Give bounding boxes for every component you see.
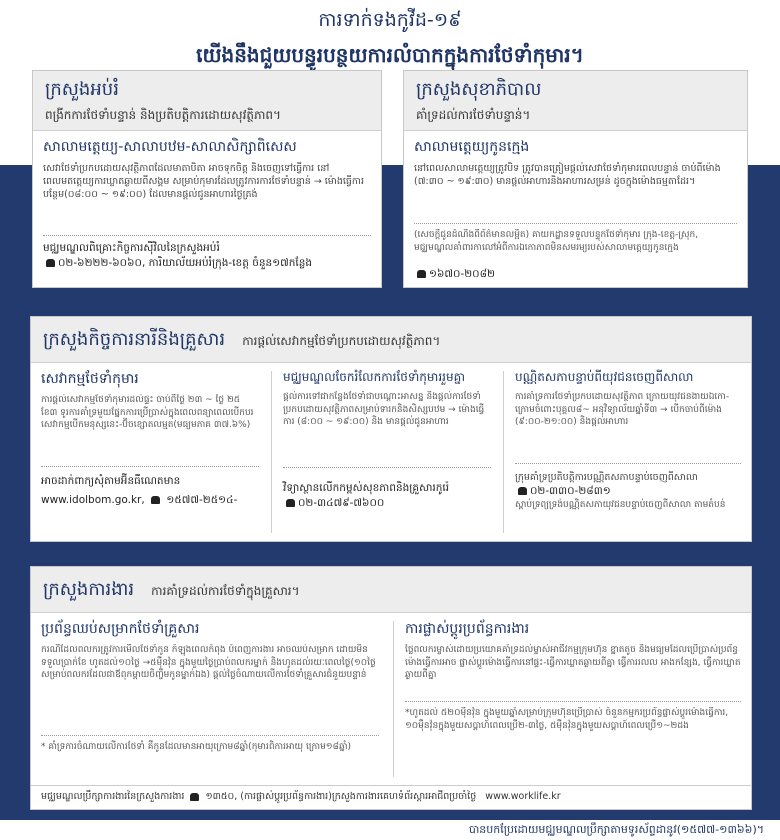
youth-phone: ០២-៣៣០-២៨៣១ [530, 485, 611, 497]
column-divider [503, 371, 504, 533]
labor-col-leave [31, 613, 389, 785]
health-section-text: នៅពេលសាលាមត្តេយ្យត្រូវបិទ ត្រូវបានត្រៀមផ្តល់សេវាថែទាំកុមារពេលបន្ទាន់ ចាប់ពីម៉ោង (៧:៣០ ~ ១៩:៣០) មានផ្តល់អាហារនិងអាហារសម្រន់ ដូចក្នុងម៉ោងធម្មតាដែរ។ [414, 163, 721, 187]
education-contact-line2: ០២-៦២២២-៦០៦០, ការិយាល័យអប់រំក្រុង-ខេត្ត ចំនួន១៧កន្លែង [58, 257, 313, 269]
labor-bottom-text: មជ្ឈមណ្ឌលប្រឹក្សាការងារនៃក្រសួងការងារ [41, 791, 185, 802]
health-card [403, 70, 748, 288]
leave-text: ករណីដែលពលករត្រូវការមើលថែទាំកូន កំឡុងពេលកំពុង បំពេញការងារ អាចឈប់សម្រាក ដោយមិនទទួលប្រាក់ខែ ហូតដល់១០ថ្ងៃ →៥ម៉ឺនវ៉ុន ក្នុងមួយថ្ងៃប្រាប់ពលករម្នាក់ និងហូតដល់រយៈពេលថ្ងៃ(១០ថ្ងៃសម្រាប់ពលករដែលជាឪពុកម្តាយចិញ្ចឹមកូនម្នាក់ឯង) ផ្តល់ថ្លៃចំណាយលើការថែទាំគ្រួសារជំនួយបន្ទាន់ [41, 645, 376, 680]
divider [43, 235, 371, 236]
health-phone-wrap [414, 267, 737, 282]
gender-title: ក្រសួងកិច្ចការនារីនិងគ្រួសារ [43, 329, 226, 350]
divider [283, 467, 491, 468]
labor-card-header [31, 567, 751, 613]
labor-bottom-phone: ១៣៥០, (ការផ្លាស់ប្តូរប្រព័ន្ធការងារ)ក្រសួងការងារគេហទំព័រស្តារអាជីពប្រចាំថ្ងៃ [205, 791, 477, 802]
sharing-phone-wrap [283, 496, 491, 511]
phone-icon [417, 270, 426, 278]
sharing-text: ផ្តល់ការទៅជាកន្លែងថែទាំជាបណ្តោះអាសន្ន និងផ្តល់ការថែទាំប្រកបដោយសុវត្ថិភាពសម្រាប់ទារកនិងសិស្សបឋម → ម៉ោងធ្វើការ (៨:០០ ~ ១៩:០០) និង មានផ្តល់ជូនអាហារ [283, 392, 485, 427]
divider [41, 466, 259, 467]
childcare-text: ការផ្តល់សេវាកម្មថែទាំកុមារដល់ផ្ទះ ចាប់ពីថ្ងៃ ២៣ ~ ថ្ងៃ ២៥ ខែ៣ ទូរការគាំទ្រមួយផ្នែកការប្រើប្រាស់ក្នុងពេលពន្យាពេលបើកបរសេវាកម្មបើកមនុស្សនេះ-ប៊ីចខ្សោតលម្មត(មធ្យមភាគ ៣៧.៦%) [41, 395, 254, 430]
education-section-text: សេវាថែទាំប្រកបដោយសុវត្ថិភាពដែលមាតាបិតា អាចទុកចិត្ត និងចេញទៅធ្វើការ នៅពេលមតត្តេយ្យការឃ្លាតឆ្ងាយពីសង្គម សម្រាប់កុមារដែលត្រូវការការថែទាំបន្ទាន់ → ម៉ោងធ្វើការ បន្ថែម(០៨:០០ ~ ១៩:០០) ដែលមានផ្តល់ជូនអាហារថ្ងៃត្រង់ [43, 163, 364, 200]
youth-title: បណ្ណិតសភាបន្ទាប់ពីយុវជនចេញពីសាលា [515, 370, 694, 384]
labor-website-link[interactable]: www.worklife.kr [485, 791, 561, 802]
education-contact-line2-wrap [43, 256, 371, 271]
gender-card-header [31, 317, 751, 363]
health-note-text: (សេចក្តីជូនដំណឹងពីព័ត៌មានលម្អិត) គាយកដ្ឋានទទួលបន្ទុកថែទាំកុមារ ក្រុង-ខេត្ត-ស្រុក, មជ្ឈមណ្ឌលគាំពារកាលៅអំពីការឯកោភាពមិនសមរម្យរបស់សាលាមត្តេយ្យកូនក្មេង [414, 230, 699, 253]
education-section [33, 131, 381, 230]
labor-subtitle: ការគាំទ្រដល់ការថែទាំក្នុងគ្រួសារ។ [151, 584, 300, 598]
phone-icon [286, 499, 295, 507]
education-title: ក្រសួងអប់រំ [45, 79, 119, 100]
childcare-phone: ១៥៧៧-២៥១៤- [166, 494, 238, 506]
childcare-apply-label: អាចដាក់ពាក្យសុំតាមអ៊ីនធឺណេតមាន [41, 475, 181, 487]
column-divider [271, 371, 272, 533]
page-header [0, 0, 780, 72]
health-section [404, 131, 747, 218]
gender-col-youth [505, 363, 751, 541]
education-contact [33, 241, 381, 275]
sharing-phone: ០២-៣៤៧៩-៧៦០០ [298, 497, 385, 509]
footer-note: បានបកប្រែដោយមជ្ឈមណ្ឌលប្រឹក្សាតាមទូរស័ព្ទដានូវ(១៥៧៧-១៣៦៦)។ [468, 823, 764, 836]
sharing-contact: វិទ្យាស្ថានលើកកម្ពស់សុខភាពនិងគ្រួសារកូរ៉េ [283, 482, 450, 494]
leave-note: * គាំទ្រការចំណាយលើការថែទាំ គឺកូនដែលមានអាយុក្រោម៨ឆ្នាំ(កុមារពិការអាយុ ក្រោម១៨ឆ្នាំ) [41, 742, 352, 752]
gender-col-sharing [273, 363, 501, 541]
education-contact-line1: មជ្ឈមណ្ឌលពិគ្រោះកិច្ចការស៊ីវិលនៃក្រសួងអប់រំ [43, 242, 220, 254]
divider [405, 701, 741, 702]
labor-card [30, 566, 752, 810]
health-phone: ១៦៧០-២០៨២ [429, 268, 495, 280]
gender-col-childcare [31, 363, 269, 541]
header-line-2: យើងនឹងជួយបន្ធូរបន្ថយការលំបាកក្នុងការថែទាំកុមារ។ [196, 43, 584, 67]
gender-card [30, 316, 752, 542]
childcare-website-link[interactable]: www.idolbom.go.kr, [41, 494, 145, 506]
childcare-contact [41, 493, 259, 508]
labor-columns [31, 613, 751, 785]
phone-icon [46, 259, 55, 267]
phone-icon [190, 793, 199, 801]
education-card-header [33, 71, 381, 131]
sharing-title: មជ្ឈមណ្ឌលចែករំលែកការថែទាំកុមាររួមគ្នា [283, 370, 465, 384]
gender-subtitle: ការផ្តល់សេវាកម្មថែទាំប្រកបដោយសុវត្ថិភាព។ [242, 334, 441, 348]
health-card-header [404, 71, 747, 131]
divider [414, 223, 737, 224]
divider [41, 735, 379, 736]
labor-col-system [395, 613, 751, 785]
system-title: ការផ្លាស់ប្តូរប្រព័ន្ធការងារ [405, 621, 530, 637]
health-subtitle: គាំទ្រដល់ការថែទាំបន្ទាន់។ [416, 108, 531, 122]
education-section-title: សាលាមត្តេយ្យ-សាលាបឋម-សាលាសិក្សាពិសេស [43, 139, 297, 155]
system-note: *ហូតដល់ ៥២០ម៉ឺនវ៉ុន ក្នុងមួយឆ្នាំសម្រាប់ក្រុមហ៊ុនប្រើប្រាស់ ចំនួនកម្មករប្រព័ន្ធផ្លាស់ប្តូរម៉ោងធ្វើការ, ១០ម៉ឺនវ៉ុនក្នុងមួយសប្តាហ៍ពេលប្រើ២-៣ថ្ងៃ, ៥ម៉ឺនវ៉ុនក្នុងមួយសប្តាហ៍ពេលប្រើ១~២ដង [405, 708, 729, 731]
column-divider [393, 621, 394, 777]
youth-text: ការគាំទ្រការថែទាំប្រកបដោយសុវត្ថិភាព ក្រោយយុវជនងាយឯកោ-ក្រោមចំពោះបុគ្គល៨~ អនុវិទ្យាល័យឆ្នាំទី៣ → បើកចាប់ពីម៉ោង (៩:០០-២១:០០) និងផ្តល់អាហារ [515, 392, 730, 427]
health-title: ក្រសួងសុខាភិបាល [416, 79, 542, 100]
phone-icon [151, 496, 160, 504]
phone-icon [518, 487, 527, 495]
health-note [404, 229, 747, 286]
labor-contact-bar [31, 785, 751, 809]
education-card [32, 70, 382, 288]
divider [515, 463, 741, 464]
childcare-title: សេវាកម្មថែទាំកុមារ [41, 371, 139, 387]
gender-columns [31, 363, 751, 541]
youth-phone-wrap [515, 484, 741, 499]
youth-extra: ស្ពាប់ទ្រព្យទ្រង់បណ្ណិតសភាយុវជនបន្ទាប់ចេញពីសាលា តាមតំបន់ [515, 500, 726, 510]
leave-title: ប្រព័ន្ធឈប់សម្រាកថែទាំគ្រួសារ [41, 621, 200, 637]
labor-title: ក្រសួងការងារ [43, 579, 135, 600]
youth-contact: ក្រុមគាំទ្រប្រតិបត្តិការបណ្ណិតសភាបន្ទាប់ចេញពីសាលា [515, 472, 698, 483]
system-text: ថ្លៃពលករម្ចាស់ដោយប្រយោគគាំទ្រដល់ម្ចាស់អាជីវកម្មក្រុមហ៊ុន ខ្នាតតូច និងមធ្យមដែលប្រើប្រាស់ប្រព័ន្ធម៉ោងធ្វើការអាច ផ្លាស់ប្តូរម៉ោងធ្វើការនៅផ្ទះ-ធ្វើការឃ្លាតឆ្ងាយពីគ្នា ធ្វើការរលល អាងកន្សែង, ធ្វើការឃ្លាតឆ្ងាយពីគ្នា [405, 645, 741, 680]
education-subtitle: ពង្រីកការថែទាំបន្ទាន់ និងប្រតិបត្តិការដោយសុវត្ថិភាព។ [45, 108, 281, 122]
health-section-title: សាលាមត្តេយ្យកូនក្មេង [414, 139, 530, 155]
header-line-1: ការទាក់ទងកូវីដ-១៩ [318, 9, 462, 31]
